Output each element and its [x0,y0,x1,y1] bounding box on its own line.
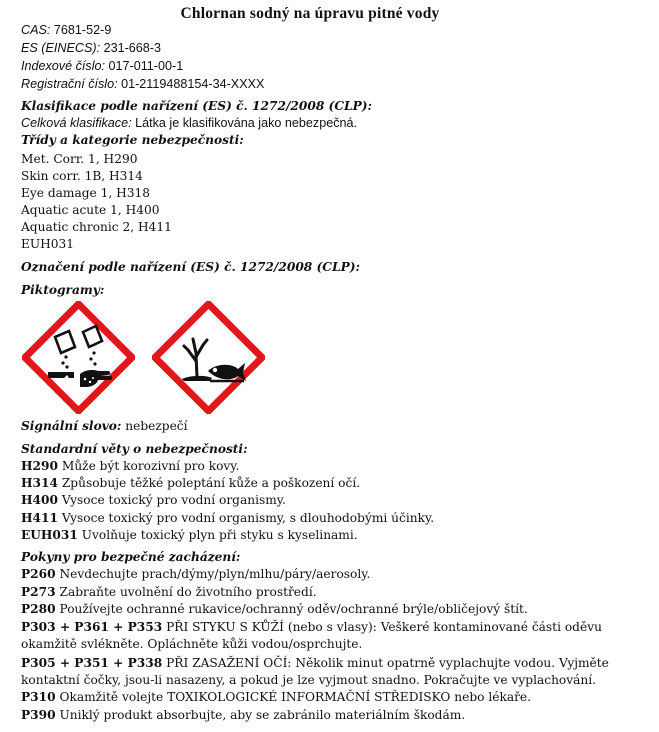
index-number-value: 017-011-00-1 [108,59,184,73]
statement-text: Uvolňuje toxický plyn při styku s kyselinami. [81,528,358,542]
precautionary-statement [21,584,317,600]
statement-code: P303 + P361 + P353 [21,620,163,634]
statement-code: P305 + P351 + P338 [21,656,163,670]
statement-code: P260 [21,567,56,581]
signal-word-value: nebezpečí [125,419,188,433]
classification-heading: Klasifikace podle nařízení (ES) č. 1272/2008 (CLP): [21,99,373,113]
statement-text: PŘI ZASAŽENÍ OČÍ: Několik minut opatrně vyplachujte vodou. Vyjměte [166,656,609,670]
registration-number-line [21,76,264,92]
statement-code: H411 [21,511,58,525]
statement-code: P280 [21,602,56,616]
cas-label: CAS: [21,23,51,37]
registration-number-label: Registrační číslo: [21,77,118,91]
statement-text: Nevdechujte prach/dýmy/plyn/mlhu/páry/aerosoly. [59,567,371,581]
hazard-class-item: Skin corr. 1B, H314 [21,169,143,183]
hazard-class-item: Aquatic acute 1, H400 [21,203,160,217]
index-number-label: Indexové číslo: [21,59,106,73]
einecs-label: ES (EINECS): [21,41,101,55]
einecs-value: 231-668-3 [103,41,161,55]
overall-classification-label: Celková klasifikace: [21,116,132,130]
corrosion-pictogram-icon [22,301,135,414]
hazard-statements-heading: Standardní věty o nebezpečnosti: [21,442,248,456]
precautionary-statement-continuation: okamžitě svlékněte. Opláchněte kůži vodou/osprchujte. [21,637,363,651]
hazard-class-item: Aquatic chronic 2, H411 [21,220,172,234]
precautionary-statement [21,619,602,635]
registration-number-value: 01-2119488154-34-XXXX [121,77,265,91]
statement-text: PŘI STYKU S KŮŽÍ (nebo s vlasy): Veškeré kontaminované části oděvu [166,620,602,634]
statement-text: Okamžitě volejte TOXIKOLOGICKÉ INFORMAČNÍ STŘEDISKO nebo lékaře. [59,690,532,704]
overall-classification-value: Látka je klasifikována jako nebezpečná. [135,116,358,130]
hazard-statement [21,458,239,474]
pictograms-heading: Piktogramy: [21,283,105,297]
precautionary-statement [21,689,531,705]
statement-text: Zabraňte uvolnění do životního prostředí. [59,585,317,599]
document-title: Chlornan sodný na úpravu pitné vody [180,5,440,22]
labelling-heading: Označení podle nařízení (ES) č. 1272/2008 (CLP): [21,260,360,274]
hazard-statement [21,510,434,526]
statement-code: EUH031 [21,528,78,542]
statement-code: H400 [21,493,58,507]
hazard-statement [21,492,286,508]
hazard-class-item: Met. Corr. 1, H290 [21,152,138,166]
statement-code: P273 [21,585,56,599]
statement-code: P390 [21,708,56,722]
hazard-class-item: Eye damage 1, H318 [21,186,151,200]
einecs-line [21,40,161,56]
statement-code: H290 [21,459,58,473]
precautionary-statements-heading: Pokyny pro bezpečné zacházení: [21,550,241,564]
environment-pictogram-icon [152,301,265,414]
statement-code: H314 [21,476,58,490]
statement-code: P310 [21,690,56,704]
cas-value: 7681-52-9 [53,23,112,37]
precautionary-statement [21,566,370,582]
precautionary-statement [21,655,609,671]
signal-word-label: Signální slovo: [21,419,122,433]
signal-word-line [21,418,188,434]
statement-text: Vysoce toxický pro vodní organismy. [61,493,286,507]
statement-text: Používejte ochranné rukavice/ochranný oděv/ochranné brýle/obličejový štít. [59,602,528,616]
statement-text: Uniklý produkt absorbujte, aby se zabránilo materiálním škodám. [59,708,466,722]
precautionary-statement-continuation: kontaktní čočky, jsou-li nasazeny, a pokud je lze vyjmout snadno. Pokračujte ve vyplachování. [21,673,597,687]
precautionary-statement [21,707,465,723]
statement-text: Vysoce toxický pro vodní organismy, s dlouhodobými účinky. [61,511,435,525]
index-number-line [21,58,183,74]
overall-classification-line [21,115,357,131]
cas-line [21,22,111,38]
precautionary-statement [21,601,528,617]
hazard-classes-heading: Třídy a kategorie nebezpečnosti: [21,133,244,147]
hazard-statement [21,475,360,491]
statement-text: Způsobuje těžké poleptání kůže a poškození očí. [61,476,361,490]
hazard-statement [21,527,358,543]
hazard-class-item: EUH031 [21,237,75,251]
statement-text: Může být korozivní pro kovy. [61,459,240,473]
